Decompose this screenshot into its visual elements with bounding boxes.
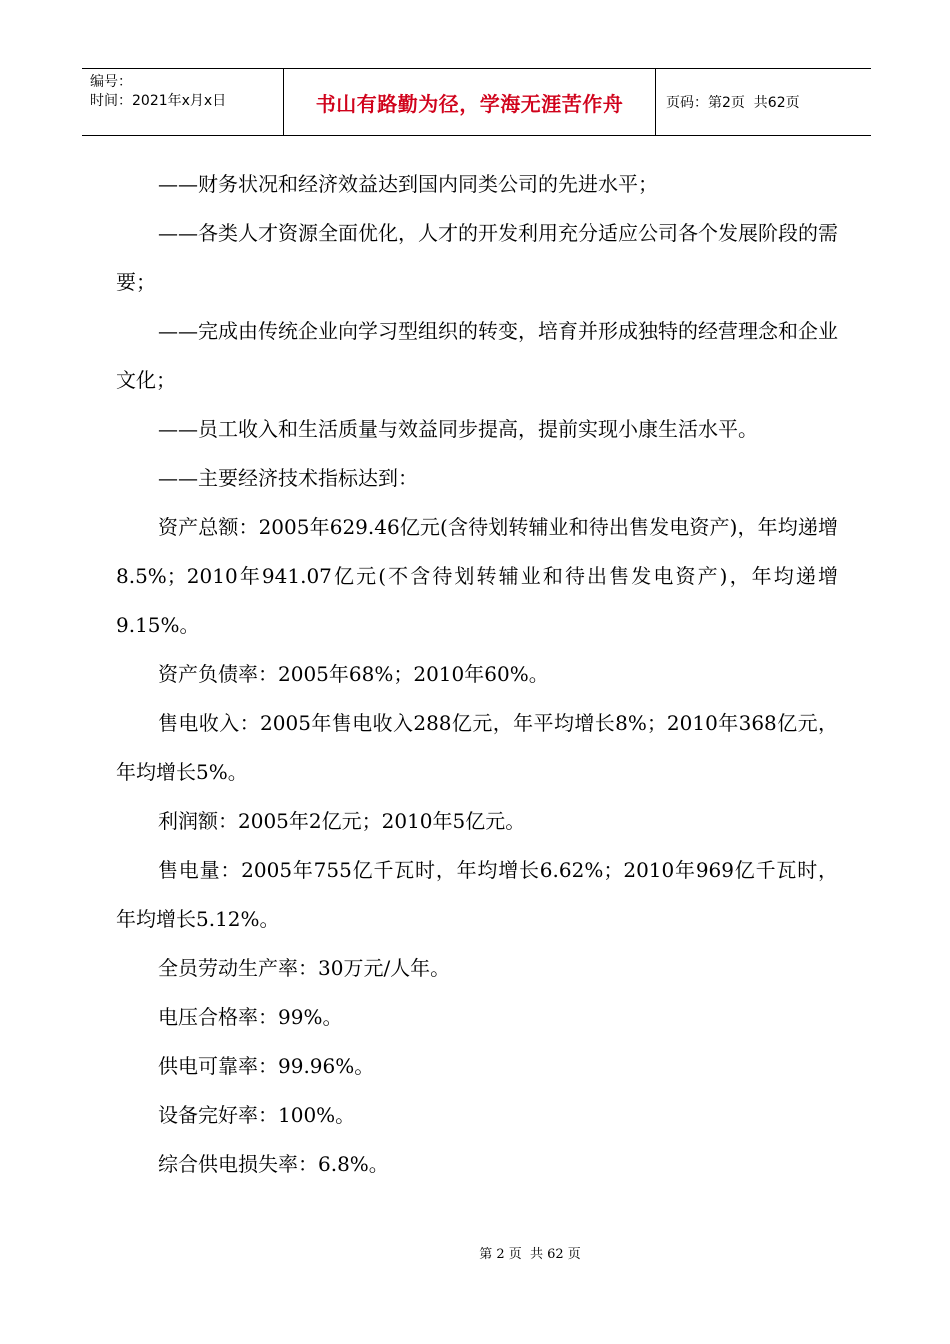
paragraph-loss-rate: 综合供电损失率：6.8%。 [158,1152,389,1176]
document-number-label: 编号： [90,74,132,90]
document-body [116,160,838,1189]
paragraph-3: ——完成由传统企业向学习型组织的转变，培育并形成独特的经营理念和企业文化； [116,319,838,392]
document-time: 时间：2021年x月x日 [90,93,227,109]
paragraph-electricity-sales: 售电量：2005年755亿千瓦时，年均增长6.62%；2010年969亿千瓦时，年均增长5.12%。 [116,858,838,931]
paragraph-profit: 利润额：2005年2亿元；2010年5亿元。 [158,809,526,833]
footer-page-number: 第 2 页 共 62 页 [479,1247,581,1262]
page-footer [0,1243,950,1262]
paragraph-labor-productivity: 全员劳动生产率：30万元/人年。 [158,956,451,980]
paragraph-reliability: 供电可靠率：99.96%。 [158,1054,375,1078]
page-header [82,68,871,136]
paragraph-sales-revenue: 售电收入：2005年售电收入288亿元，年平均增长8%；2010年368亿元，年均增长5%。 [116,711,838,784]
paragraph-2: ——各类人才资源全面优化，人才的开发利用充分适应公司各个发展阶段的需要； [116,221,838,294]
paragraph-equipment: 设备完好率：100%。 [158,1103,356,1127]
paragraph-4: ——员工收入和生活质量与效益同步提高，提前实现小康生活水平。 [158,417,758,441]
header-meta [82,69,284,135]
paragraph-5: ——主要经济技术指标达到： [158,466,418,490]
header-page-info: 页码：第2页 共62页 [666,95,800,111]
paragraph-total-assets: 资产总额：2005年629.46亿元(含待划转辅业和待出售发电资产)，年均递增8.5%；2010年941.07亿元(不含待划转辅业和待出售发电资产)，年均递增9.15%。 [116,515,838,637]
paragraph-voltage-rate: 电压合格率：99%。 [158,1005,343,1029]
paragraph-1: ——财务状况和经济效益达到国内同类公司的先进水平； [158,172,658,196]
header-motto: 书山有路勤为径，学海无涯苦作舟 [284,69,656,135]
paragraph-debt-ratio: 资产负债率：2005年68%；2010年60%。 [158,662,549,686]
